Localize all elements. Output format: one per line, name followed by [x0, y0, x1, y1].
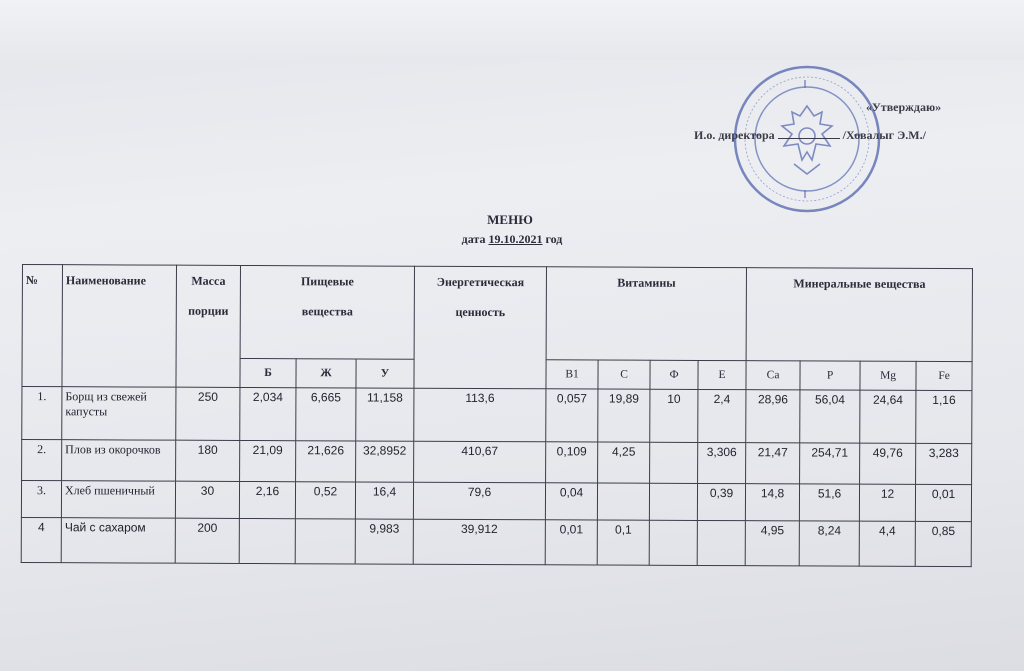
- cell-b: 2,16: [239, 481, 295, 518]
- cell-ca: 4,95: [745, 521, 799, 566]
- cell-b: 2,034: [240, 387, 296, 440]
- cell-ca: 14,8: [745, 484, 799, 521]
- cell-e: 3,306: [698, 442, 746, 483]
- cell-ca: 21,47: [746, 443, 800, 484]
- header-minerals: Минеральные вещества: [746, 268, 972, 362]
- cell-no: 3.: [21, 481, 61, 518]
- cell-f: [650, 442, 698, 483]
- signer-name: /Ховалыг Э.М./: [842, 128, 926, 142]
- subheader-f: Ф: [650, 360, 698, 389]
- subheader-ca: Ca: [746, 361, 800, 390]
- cell-mass: 180: [176, 440, 240, 481]
- header-mass: [176, 265, 241, 387]
- cell-energy: 39,912: [413, 519, 545, 565]
- subheader-c: C: [598, 360, 650, 389]
- cell-mg: 4,4: [859, 521, 915, 566]
- signature-underline: [778, 127, 840, 139]
- paper-top-edge: [0, 0, 1024, 60]
- cell-energy: 79,6: [413, 482, 545, 520]
- header-nutrients: [240, 265, 414, 359]
- header-energy-line1: Энергетическая: [436, 274, 525, 290]
- cell-b1: 0,057: [546, 389, 598, 442]
- header-nutrients-line1: Пищевые: [300, 274, 354, 289]
- approve-label: «Утверждаю»: [866, 100, 942, 114]
- subheader-b1: B1: [546, 360, 598, 389]
- cell-p: 51,6: [799, 484, 859, 521]
- cell-c: [597, 483, 649, 520]
- cell-e: [697, 520, 745, 565]
- cell-c: 0,1: [597, 520, 649, 565]
- cell-name: Хлеб пшеничный: [61, 481, 175, 518]
- cell-u: 32,8952: [356, 441, 414, 482]
- cell-mass: 200: [175, 518, 239, 563]
- cell-no: 2.: [22, 440, 62, 481]
- table-row: [22, 440, 972, 485]
- cell-fe: 0,01: [915, 484, 971, 521]
- header-mass-line1: Масса: [191, 273, 226, 288]
- cell-u: 11,158: [356, 388, 414, 441]
- header-energy: [414, 266, 547, 389]
- date-prefix: дата: [461, 232, 486, 246]
- table-row: [21, 481, 971, 522]
- cell-e: 0,39: [697, 483, 745, 520]
- cell-name: Чай с сахаром: [61, 518, 175, 563]
- director-signature-line: [694, 127, 926, 143]
- cell-b1: 0,01: [545, 520, 597, 565]
- header-energy-line2: ценность: [455, 304, 506, 320]
- cell-c: 19,89: [598, 389, 650, 442]
- header-name: Наименование: [62, 265, 177, 387]
- cell-ca: 28,96: [746, 390, 800, 443]
- menu-title: МЕНЮ: [487, 212, 533, 227]
- subheader-zh: Ж: [296, 359, 356, 388]
- cell-u: 9,983: [355, 519, 413, 564]
- cell-f: [649, 483, 697, 520]
- table-row: [22, 387, 972, 444]
- cell-p: 8,24: [799, 521, 859, 566]
- cell-mass: 30: [175, 481, 239, 518]
- cell-b1: 0,04: [545, 483, 597, 520]
- subheader-e: E: [698, 360, 746, 389]
- cell-f: [649, 520, 697, 565]
- cell-c: 4,25: [598, 442, 650, 483]
- header-vitamins: Витамины: [546, 267, 746, 361]
- cell-mg: 24,64: [860, 390, 916, 443]
- cell-no: 1.: [22, 387, 62, 440]
- date-value: 19.10.2021: [488, 232, 543, 246]
- table-header-row: [22, 265, 972, 362]
- cell-b: 21,09: [240, 440, 296, 481]
- header-nutrients-line2: вещества: [301, 304, 353, 319]
- cell-fe: 1,16: [916, 390, 972, 443]
- subheader-u: У: [356, 359, 414, 388]
- cell-no: 4: [21, 517, 61, 562]
- cell-zh: 6,665: [296, 388, 356, 441]
- cell-u: 16,4: [355, 482, 413, 519]
- cell-name: Борщ из свежей капусты: [62, 387, 176, 440]
- cell-energy: 113,6: [414, 388, 546, 442]
- cell-fe: 3,283: [916, 443, 972, 484]
- cell-f: 10: [650, 389, 698, 442]
- menu-date: [0, 232, 1024, 247]
- cell-mg: 12: [859, 484, 915, 521]
- header-mass-line2: порции: [188, 303, 229, 318]
- cell-e: 2,4: [698, 389, 746, 442]
- cell-b: [239, 518, 295, 563]
- subheader-b: Б: [240, 358, 296, 387]
- menu-table-wrapper: [22, 264, 972, 563]
- cell-p: 254,71: [800, 443, 860, 484]
- subheader-p: P: [800, 361, 860, 390]
- cell-fe: 0,85: [915, 521, 971, 566]
- cell-p: 56,04: [800, 390, 860, 443]
- cell-mg: 49,76: [860, 443, 916, 484]
- date-suffix: год: [545, 232, 563, 246]
- subheader-fe: Fe: [916, 361, 972, 390]
- cell-zh: [295, 519, 355, 564]
- subheader-mg: Mg: [860, 361, 916, 390]
- menu-table: [21, 264, 973, 567]
- cell-b1: 0,109: [546, 442, 598, 483]
- cell-name: Плов из окорочков: [62, 440, 176, 481]
- position-label: И.о. директора: [694, 128, 775, 142]
- cell-zh: 21,626: [296, 441, 356, 482]
- table-row: [21, 517, 971, 566]
- cell-energy: 410,67: [414, 441, 546, 483]
- header-number: №: [22, 265, 63, 387]
- cell-zh: 0,52: [295, 482, 355, 519]
- cell-mass: 250: [176, 387, 240, 440]
